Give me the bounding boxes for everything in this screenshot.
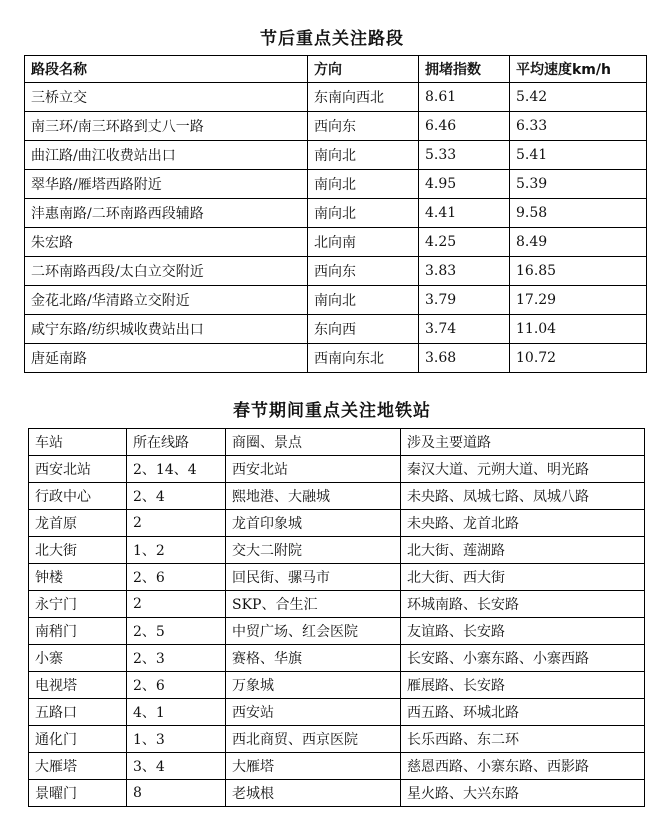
table-cell: 2、14、4 — [127, 456, 226, 483]
table-cell: 老城根 — [226, 780, 401, 807]
table-cell: 8.61 — [419, 83, 510, 112]
station-row — [29, 564, 645, 591]
table-cell: 西向东 — [308, 112, 419, 141]
table-cell: 赛格、华旗 — [226, 645, 401, 672]
station-row — [29, 726, 645, 753]
table-cell: 西五路、环城北路 — [401, 699, 645, 726]
table-cell: 西北商贸、西京医院 — [226, 726, 401, 753]
table-cell: 通化门 — [29, 726, 127, 753]
table-cell: 南向北 — [308, 141, 419, 170]
table-cell: 金花北路/华清路立交附近 — [25, 286, 308, 315]
table-cell: 钟楼 — [29, 564, 127, 591]
table-cell: 秦汉大道、元朔大道、明光路 — [401, 456, 645, 483]
column-header: 路段名称 — [25, 56, 308, 83]
table-cell: 星火路、大兴东路 — [401, 780, 645, 807]
table-cell: 南三环/南三环路到丈八一路 — [25, 112, 308, 141]
table-cell: 8 — [127, 780, 226, 807]
table-cell: 17.29 — [510, 286, 647, 315]
table-cell: 5.42 — [510, 83, 647, 112]
table-cell: 南向北 — [308, 199, 419, 228]
column-header: 涉及主要道路 — [401, 429, 645, 456]
table-cell: 行政中心 — [29, 483, 127, 510]
table-cell: 朱宏路 — [25, 228, 308, 257]
table-cell: 2、5 — [127, 618, 226, 645]
table-cell: 3.83 — [419, 257, 510, 286]
table-cell: 小寨 — [29, 645, 127, 672]
table-cell: 4、1 — [127, 699, 226, 726]
table-cell: 万象城 — [226, 672, 401, 699]
table-cell: 3、4 — [127, 753, 226, 780]
station-row — [29, 591, 645, 618]
table-cell: 咸宁东路/纺织城收费站出口 — [25, 315, 308, 344]
road-row — [25, 228, 647, 257]
table-cell: 11.04 — [510, 315, 647, 344]
table-cell: 3.79 — [419, 286, 510, 315]
road-row — [25, 83, 647, 112]
station-row — [29, 645, 645, 672]
table-cell: 中贸广场、红会医院 — [226, 618, 401, 645]
header-row — [29, 429, 645, 456]
table-cell: 2 — [127, 591, 226, 618]
road-row — [25, 199, 647, 228]
table-cell: 唐延南路 — [25, 344, 308, 373]
road-row — [25, 112, 647, 141]
table-cell: 南向北 — [308, 170, 419, 199]
table-cell: 未央路、龙首北路 — [401, 510, 645, 537]
column-header: 商圈、景点 — [226, 429, 401, 456]
road-row — [25, 170, 647, 199]
table-cell: 龙首原 — [29, 510, 127, 537]
table-cell: 景曜门 — [29, 780, 127, 807]
table-cell: 西安北站 — [29, 456, 127, 483]
road-row — [25, 141, 647, 170]
road-row — [25, 344, 647, 373]
table-cell: 9.58 — [510, 199, 647, 228]
station-row — [29, 483, 645, 510]
table-cell: 3.68 — [419, 344, 510, 373]
table-cell: 8.49 — [510, 228, 647, 257]
table-cell: 大雁塔 — [29, 753, 127, 780]
table-cell: 5.41 — [510, 141, 647, 170]
table-cell: 1、2 — [127, 537, 226, 564]
column-header: 方向 — [308, 56, 419, 83]
table-cell: 北大街、莲湖路 — [401, 537, 645, 564]
table-cell: 翠华路/雁塔西路附近 — [25, 170, 308, 199]
table-cell: 16.85 — [510, 257, 647, 286]
table-cell: 南稍门 — [29, 618, 127, 645]
table-cell: 2、6 — [127, 672, 226, 699]
column-header: 车站 — [29, 429, 127, 456]
station-row — [29, 456, 645, 483]
table-cell: 雁展路、长安路 — [401, 672, 645, 699]
table-cell: 曲江路/曲江收费站出口 — [25, 141, 308, 170]
road-row — [25, 315, 647, 344]
table-cell: 5.39 — [510, 170, 647, 199]
column-header: 所在线路 — [127, 429, 226, 456]
table-cell: 永宁门 — [29, 591, 127, 618]
table-cell: 北大街 — [29, 537, 127, 564]
table-cell: 电视塔 — [29, 672, 127, 699]
table-cell: 回民街、骡马市 — [226, 564, 401, 591]
station-row — [29, 510, 645, 537]
table-cell: 2、6 — [127, 564, 226, 591]
table-cell: SKP、合生汇 — [226, 591, 401, 618]
table-cell: 西安北站 — [226, 456, 401, 483]
table-cell: 4.41 — [419, 199, 510, 228]
table-cell: 5.33 — [419, 141, 510, 170]
table-cell: 沣惠南路/二环南路西段辅路 — [25, 199, 308, 228]
table-cell: 二环南路西段/太白立交附近 — [25, 257, 308, 286]
table-cell: 3.74 — [419, 315, 510, 344]
table-cell: 西向东 — [308, 257, 419, 286]
station-row — [29, 753, 645, 780]
column-header: 平均速度km/h — [510, 56, 647, 83]
table-cell: 熙地港、大融城 — [226, 483, 401, 510]
table-cell: 交大二附院 — [226, 537, 401, 564]
table-cell: 6.33 — [510, 112, 647, 141]
table-cell: 2 — [127, 510, 226, 537]
table-cell: 长安路、小寨东路、小寨西路 — [401, 645, 645, 672]
table-cell: 南向北 — [308, 286, 419, 315]
table-cell: 北向南 — [308, 228, 419, 257]
column-header: 拥堵指数 — [419, 56, 510, 83]
metro-table-title: 春节期间重点关注地铁站 — [233, 401, 431, 421]
table-cell: 未央路、凤城七路、凤城八路 — [401, 483, 645, 510]
table-cell: 10.72 — [510, 344, 647, 373]
station-row — [29, 618, 645, 645]
road-row — [25, 286, 647, 315]
table-cell: 东向西 — [308, 315, 419, 344]
table-cell: 大雁塔 — [226, 753, 401, 780]
table-cell: 西南向东北 — [308, 344, 419, 373]
table-cell: 4.95 — [419, 170, 510, 199]
road-table-title: 节后重点关注路段 — [260, 29, 404, 49]
table-cell: 龙首印象城 — [226, 510, 401, 537]
road-congestion-table — [24, 55, 647, 373]
table-cell: 慈恩西路、小寨东路、西影路 — [401, 753, 645, 780]
table-cell: 五路口 — [29, 699, 127, 726]
road-row — [25, 257, 647, 286]
table-cell: 三桥立交 — [25, 83, 308, 112]
metro-station-table — [28, 428, 645, 807]
table-cell: 4.25 — [419, 228, 510, 257]
table-cell: 环城南路、长安路 — [401, 591, 645, 618]
table-cell: 2、3 — [127, 645, 226, 672]
table-cell: 6.46 — [419, 112, 510, 141]
table-cell: 1、3 — [127, 726, 226, 753]
table-cell: 友谊路、长安路 — [401, 618, 645, 645]
table-cell: 东南向西北 — [308, 83, 419, 112]
station-row — [29, 780, 645, 807]
table-cell: 西安站 — [226, 699, 401, 726]
station-row — [29, 699, 645, 726]
header-row — [25, 56, 647, 83]
station-row — [29, 672, 645, 699]
table-cell: 北大街、西大街 — [401, 564, 645, 591]
table-cell: 2、4 — [127, 483, 226, 510]
station-row — [29, 537, 645, 564]
table-cell: 长乐西路、东二环 — [401, 726, 645, 753]
